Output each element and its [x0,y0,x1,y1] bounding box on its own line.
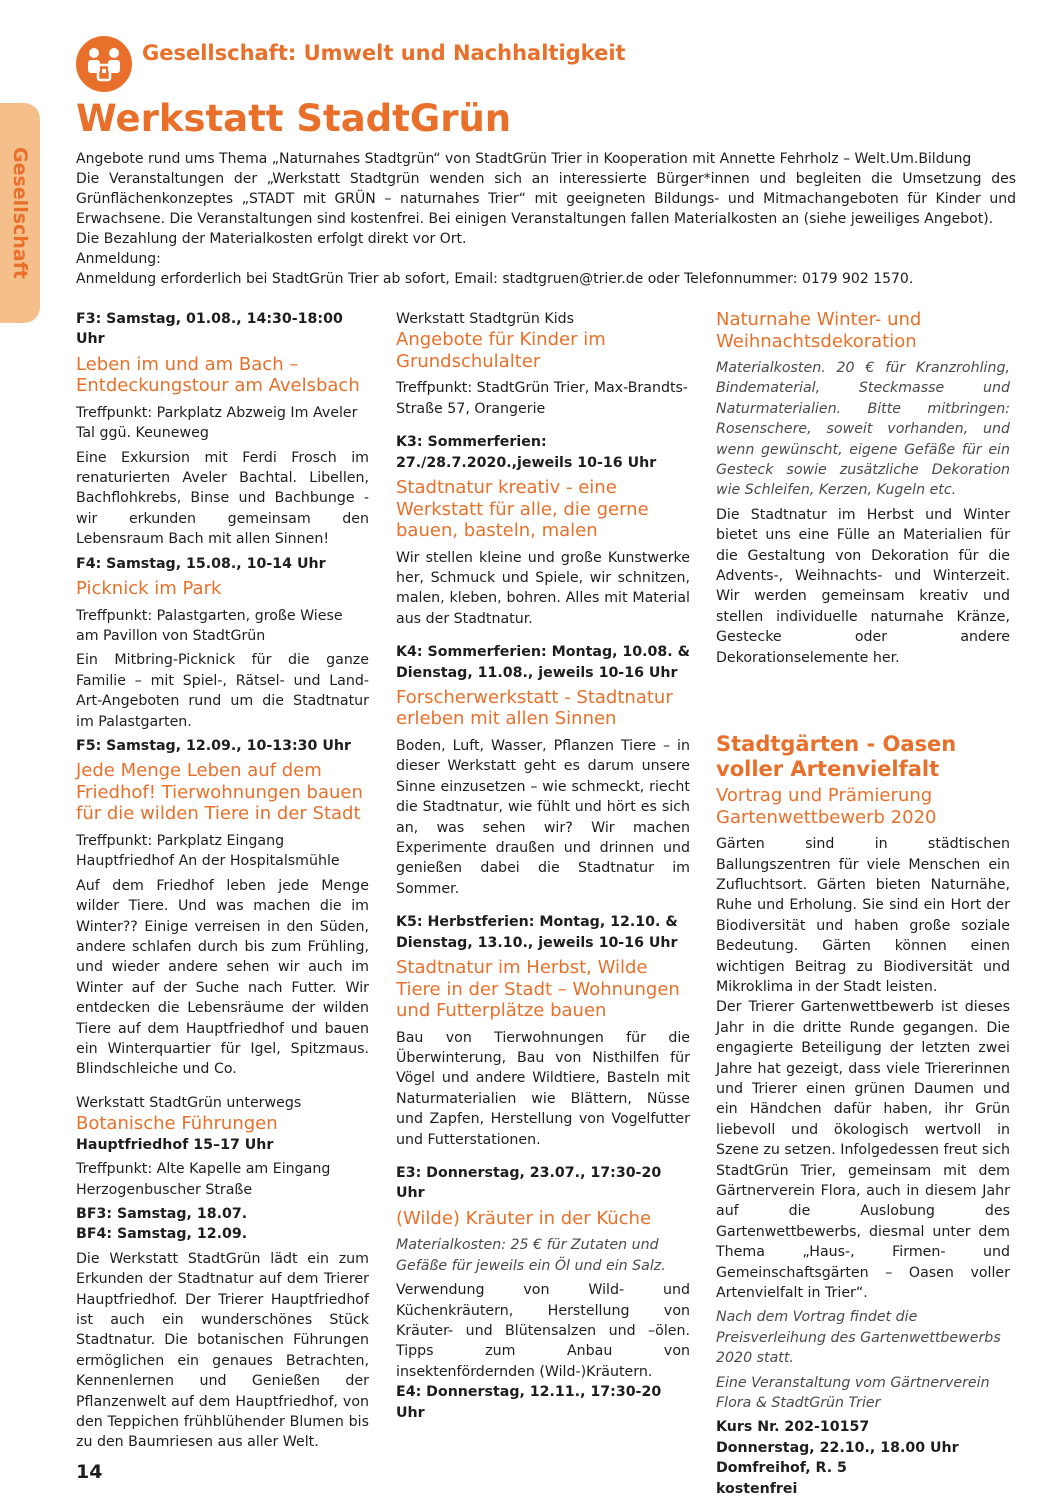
lecture-note: Nach dem Vortrag findet die Preisverleihung des Gartenwettbewerbs 2020 statt. [716,1309,1001,1367]
event-date: BF3: Samstag, 18.07. [76,1205,248,1222]
page-number: 14 [76,1461,103,1483]
event-description: Ein Mitbring-Picknick für die ganze Familie – mit Spiel-, Rätsel- und Land-Art-Angeboten rund um die Stadtnatur im Palastgarten. [76,652,369,730]
lecture-organizer: Eine Veranstaltung vom Gärtnerverein Flora & StadtGrün Trier [716,1374,990,1412]
event-description: Auf dem Friedhof leben jede Menge wilder Tiere. Und was machen die im Winter?? Einige verreisen in den Süden, andere schlafen durch bis zum Frühling, und wieder andere sehen wir auch im Winter auf der Suche nach Futter. Wir entdecken die Lebensräume der wilden Tiere auf dem Hauptfriedhof und bauen ein Winterquartier für Igel, Spitzmaus. Blindschleiche und Co. [76,877,369,1078]
event-series: Werkstatt Stadtgrün Kids [396,311,575,327]
event-meeting-point: Treffpunkt: Parkplatz Abzweig Im Aveler Tal ggü. Keuneweg [76,404,358,442]
event-date: K5: Herbstferien: Montag, 12.10. & Dienstag, 13.10., jeweils 10-16 Uhr [396,914,678,951]
event-title: Forscherwerkstatt - Stadtnatur erleben mit allen Sinnen [396,686,673,730]
event-date: K4: Sommerferien: Montag, 10.08. & Dienstag, 11.08., jeweils 10-16 Uhr [396,644,691,681]
event-meeting-point: Treffpunkt: StadtGrün Trier, Max-Brandts-Straße 57, Orangerie [396,380,689,417]
intro-line: Die Bezahlung der Materialkosten erfolgt direkt vor Ort. [76,231,467,247]
course-number: Kurs Nr. 202-10157 [716,1419,870,1436]
event-date: E3: Donnerstag, 23.07., 17:30-20 Uhr [396,1164,662,1202]
event-title: Picknick im Park [76,578,222,600]
lecture-description: Gärten sind in städtischen Ballungszentren für viele Menschen ein Zufluchtsort. Gärten bieten Naturnähe, Ruhe und Erholung. Sie sind ein Hort der Biodiversität und haben große soziale Bedeutung. Gärten können einen wichtigen Beitrag zu Biodiversität und Mikroklima in der Stadt leisten. [716,836,1010,995]
column-middle [396,309,690,1427]
intro-line: Anmeldung: [76,251,161,267]
event-title: Leben im und am Bach – Entdeckungstour am Avelsbach [76,353,360,397]
event-cost: Materialkosten: 25 € für Zutaten und Gefäße für jeweils ein Öl und ein Salz. [396,1237,666,1274]
event-title: Naturnahe Winter- und Weihnachtsdekoration [716,309,922,352]
course-place: Domfreihof, R. 5 [716,1460,847,1477]
event-title: Stadtnatur im Herbst, Wilde Tiere in der Stadt – Wohnungen und Futterplätze bauen [396,957,680,1022]
side-tab-label: Gesellschaft [9,147,31,279]
event-title: Angebote für Kinder im Grundschulalter [396,329,606,372]
event-meeting-point: Treffpunkt: Alte Kapelle am Eingang Herzogenbuscher Straße [76,1161,331,1198]
intro-line: Anmeldung erforderlich bei StadtGrün Trier ab sofort, Email: stadtgruen@trier.de oder Telefonnummer: 0179 902 1570. [76,271,914,287]
event-cost: Materialkosten. 20 € für Kranzrohling, Bindematerial, Steckmasse und Naturmaterialien. Bitte mitbringen: Rosenschere, soweit vorhanden, und wenn gewünscht, eigene Gefäße für ein Gesteck sowie zusätzliche Dekoration wie Schleifen, Kerzen, Kugeln etc. [716,360,1010,499]
event-date: BF4: Samstag, 12.09. [76,1226,248,1243]
section-title: Gesellschaft: Umwelt und Nachhaltigkeit [142,41,626,65]
course-date: Donnerstag, 22.10., 18.00 Uhr [716,1439,959,1456]
event-description: Verwendung von Wild- und Küchenkräutern, Herstellung von Kräuter- und Blütensalzen und –ölen. Tipps zum Anbau von insektenfördernden (Wild-)Kräutern. [396,1282,690,1380]
event-description: Eine Exkursion mit Ferdi Frosch im renaturierten Aveler Bachtal. Libellen, Bachflohkrebs, Binse und Bachbunge - wir erkunden gemeinsam den Lebensraum Bach mit allen Sinnen! [76,449,369,548]
event-description: Bau von Tierwohnungen für die Überwinterung, Bau von Nisthilfen für Vögel und andere Wildtiere, Basteln mit Naturmaterialien wie Blättern, Nüsse und Zapfen, Herstellung von Vogelfutter und Futterstationen. [396,1029,690,1148]
event-title: (Wilde) Kräuter in der Küche [396,1207,652,1229]
intro-line: Angebote rund ums Thema „Naturnahes Stadtgrün“ von StadtGrün Trier in Kooperation mit Annette Fehrholz – Welt.Um.Bildung [76,151,972,167]
column-right [716,309,1010,1499]
event-title: Botanische Führungen [76,1113,278,1135]
event-description: Boden, Luft, Wasser, Pflanzen Tiere – in dieser Werkstatt geht es darum unsere Sinne einzusetzen – wie schmeckt, riecht die Stadtnatur, wie fühlt und hört es sich an, was sehen wir? Wir machen Experimente draußen und drinnen und genießen dabei die Stadtnatur im Sommer. [396,737,690,897]
intro-line: Die Veranstaltungen der „Werkstatt Stadtgrün wenden sich an interessierte Bürger*innen und begleiten die Umsetzung des Grünflächenkonzeptes „STADT mit GRÜN – naturnahes Trier“ mit geeigneten Bildungs- und Mitmachangeboten für Kinder und Erwachsene. Die Veranstaltungen sind kostenfrei. Bei einigen Veranstaltungen fallen Materialkosten an (siehe jeweiliges Angebot). [76,171,1016,227]
event-date: E4: Donnerstag, 12.11., 17:30-20 Uhr [396,1384,662,1421]
event-description: Die Werkstatt StadtGrün lädt ein zum Erkunden der Stadtnatur auf dem Trierer Hauptfriedhof. Der Trierer Hauptfriedhof ist auch ein wunderschönes Stück Stadtnatur. Die botanischen Führungen ermöglichen ein genaues Betrachten, Kennenlernen und Genießen der Pflanzenwelt auf dem Hauptfriedhof, von den Teppichen frühblühender Blumen bis zu den Baumriesen aus aller Welt. [76,1250,369,1451]
event-meeting-point: Treffpunkt: Parkplatz Eingang Hauptfriedhof An der Hospitalsmühle [76,832,340,870]
page-title: Werkstatt StadtGrün [76,97,512,140]
lecture-subtitle: Vortrag und Prämierung Gartenwettbewerb 2020 [716,785,937,828]
community-people-icon [76,36,132,92]
event-place: Hauptfriedhof 15–17 Uhr [76,1136,274,1153]
event-date: F3: Samstag, 01.08., 14:30-18:00 Uhr [76,311,343,348]
event-series: Werkstatt StadtGrün unterwegs [76,1094,302,1111]
event-date: F5: Samstag, 12.09., 10-13:30 Uhr [76,738,351,754]
event-date: K3: Sommerferien: 27./28.7.2020.,jeweils 10-16 Uhr [396,434,657,471]
event-description: Die Stadtnatur im Herbst und Winter bietet uns eine Fülle an Materialien für die Gestaltung von Dekoration für die Advents-, Weihnachts- und Winterzeit. Wir werden gemeinsam kreativ und stellen individuelle naturnahe Kränze, Gestecke oder andere Dekorationselemente her. [716,506,1010,666]
event-date: F4: Samstag, 15.08., 10-14 Uhr [76,555,326,572]
lecture-title: Stadtgärten - Oasen voller Artenvielfalt [716,732,957,782]
event-meeting-point: Treffpunkt: Palastgarten, große Wiese am Pavillon von StadtGrün [76,607,343,644]
side-tab [0,103,40,323]
column-left [76,309,369,1457]
intro [76,149,1016,289]
course-price: kostenfrei [716,1480,798,1497]
lecture-description: Der Trierer Gartenwettbewerb ist dieses Jahr in die dritte Runde gegangen. Die engagierte Beteiligung der letzten zwei Jahre hat gezeigt, dass viele Triererinnen und Trierer einen grünen Daumen und ein Händchen dafür haben, ihr Grün liebevoll und ökologisch wertvoll in Szene zu setzen. Infolgedessen freut sich StadtGrün Trier, gemeinsam mit dem Gärtnerverein Flora, auch in diesem Jahr auf die Auslobung des Gartenwettbewerbs, diesmal unter dem Thema „Haus-, Firmen- und Gemeinschaftsgärten – Oasen voller Artenvielfalt in Trier“. [716,999,1010,1302]
event-title: Jede Menge Leben auf dem Friedhof! Tierwohnungen bauen für die wilden Tiere in der Stadt [76,760,363,825]
event-description: Wir stellen kleine und große Kunstwerke her, Schmuck und Spiele, wir schnitzen, malen, kleben, bohren. Alles mit Material aus der Stadtnatur. [396,549,690,627]
event-title: Stadtnatur kreativ - eine Werkstatt für alle, die gerne bauen, basteln, malen [396,477,649,542]
